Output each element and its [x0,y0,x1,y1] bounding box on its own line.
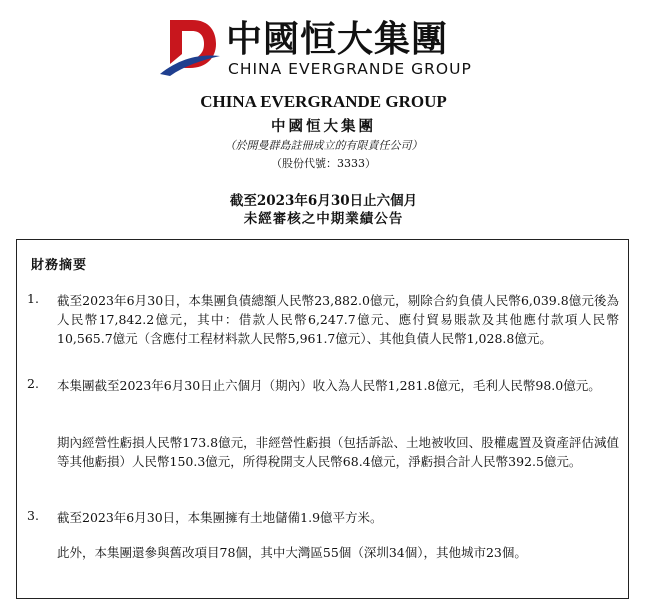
logo-chinese-name: 中國恒大集團 [226,19,449,60]
incorporation-note: （於開曼群島註冊成立的有限責任公司） [224,139,423,152]
summary-item-text: 截至2023年6月30日，本集團擁有土地儲備1.9億平方米。 [57,510,383,525]
summary-item-text: 期內經營性虧損人民幣173.8億元，非經營性虧損（包括訴訟、土地被收回、股權處置及資產評估減值等其他虧損）人民幣150.3億元，所得稅開支人民幣68.4億元，淨虧損合計人民幣392.5億元。 [57,435,619,469]
summary-item-text: 截至2023年6月30日，本集團負債總額人民幣23,882.0億元，剔除合約負債人民幣6,039.8億元後為人民幣17,842.2億元，其中：借款人民幣6,247.7億元、應付貿易賬款及其他應付款項人民幣10,565.7億元（含應付工程材料款人民幣5,961.7億元）、其他負債人民幣1,028.8億元。 [57,293,619,346]
stock-code: （股份代號：3333） [271,157,376,170]
summary-item-text: 本集團截至2023年6月30日止六個月（期內）收入為人民幣1,281.8億元，毛利人民幣98.0億元。 [57,378,601,393]
company-logo [156,14,496,86]
logo-english-name: CHINA EVERGRANDE GROUP [228,60,472,78]
evergrande-logo-icon [156,14,222,76]
company-name-en: CHINA EVERGRANDE GROUP [200,92,447,111]
company-name-cn: 中國恒大集團 [271,118,376,135]
item-number: 3. [27,508,39,523]
item-number: 1. [27,291,39,306]
financial-summary-box [16,239,629,599]
item-number: 2. [27,376,39,391]
report-period: 截至2023年6月30日止六個月 [229,193,418,209]
summary-item-text: 此外，本集團還參與舊改項目78個，其中大灣區55個（深圳34個），其他城市23個。 [57,545,527,560]
report-title: 未經審核之中期業績公告 [243,211,404,227]
financial-summary-title: 財務摘要 [31,258,88,273]
